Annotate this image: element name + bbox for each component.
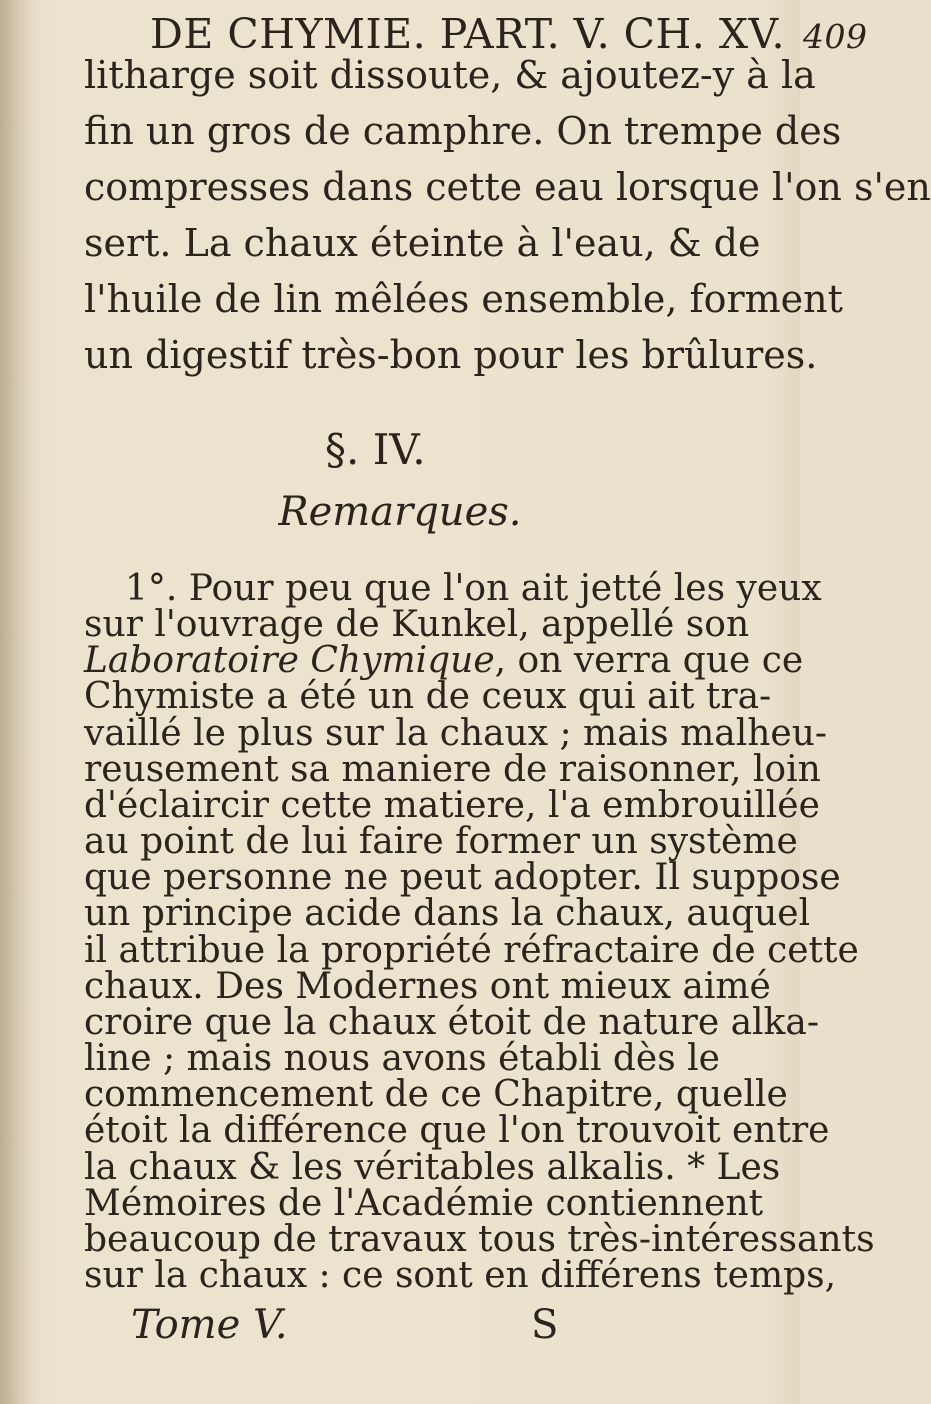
- text-line: croire que la chaux étoit de nature alka-: [84, 1002, 819, 1043]
- text-line: commencement de ce Chapitre, quelle: [84, 1074, 788, 1115]
- text-line: compresses dans cette eau lorsque l'on s'en: [84, 165, 931, 209]
- volume-label: Tome V.: [131, 1302, 288, 1348]
- text-line: il attribue la propriété réfractaire de cette: [84, 930, 859, 971]
- text-line: [84, 640, 804, 681]
- signature-mark: S: [531, 1302, 559, 1348]
- text-line: étoit la différence que l'on trouvoit entre: [84, 1110, 830, 1151]
- text-line: chaux. Des Modernes ont mieux aimé: [84, 966, 771, 1007]
- text-line: Mémoires de l'Académie contiennent: [84, 1183, 764, 1224]
- text-line: fin un gros de camphre. On trempe des: [84, 109, 842, 153]
- text-line: sert. La chaux éteinte à l'eau, & de: [84, 221, 761, 265]
- text-line: litharge soit dissoute, & ajoutez-y à la: [84, 53, 816, 97]
- text-line: un digestif très-bon pour les brûlures.: [84, 333, 818, 377]
- text-line: sur la chaux : ce sont en différens temps,: [84, 1255, 837, 1296]
- text-line: l'huile de lin mêlées ensemble, forment: [84, 277, 843, 321]
- page-footer: [131, 1302, 771, 1348]
- text-line: beaucoup de travaux tous très-intéressants: [84, 1219, 875, 1260]
- text-line: d'éclaircir cette matiere, l'a embrouillée: [84, 785, 820, 826]
- text-line: line ; mais nous avons établi dès le: [84, 1038, 720, 1079]
- text-line: vaillé le plus sur la chaux ; mais malheu-: [84, 713, 828, 754]
- text-line: au point de lui faire former un système: [84, 821, 798, 862]
- text-line: 1°. Pour peu que l'on ait jetté les yeux: [125, 568, 822, 609]
- text-line: un principe acide dans la chaux, auquel: [84, 893, 811, 934]
- page-number: 409: [803, 17, 868, 56]
- text-line: que personne ne peut adopter. Il suppose: [84, 857, 841, 898]
- section-mark: §. IV.: [325, 425, 426, 474]
- text-line: reusement sa maniere de raisonner, loin: [84, 749, 821, 790]
- text-fragment: , on verra que ce: [494, 640, 804, 681]
- text-line: la chaux & les véritables alkalis. * Les: [84, 1147, 781, 1188]
- text-line: sur l'ouvrage de Kunkel, appellé son: [84, 604, 750, 645]
- gutter-shadow: [0, 0, 34, 1404]
- text-line: Chymiste a été un de ceux qui ait tra-: [84, 676, 772, 717]
- running-title: DE CHYMIE. PART. V. CH. XV.: [150, 10, 786, 58]
- book-title: Laboratoire Chymique: [84, 640, 495, 681]
- section-title: Remarques.: [278, 489, 522, 535]
